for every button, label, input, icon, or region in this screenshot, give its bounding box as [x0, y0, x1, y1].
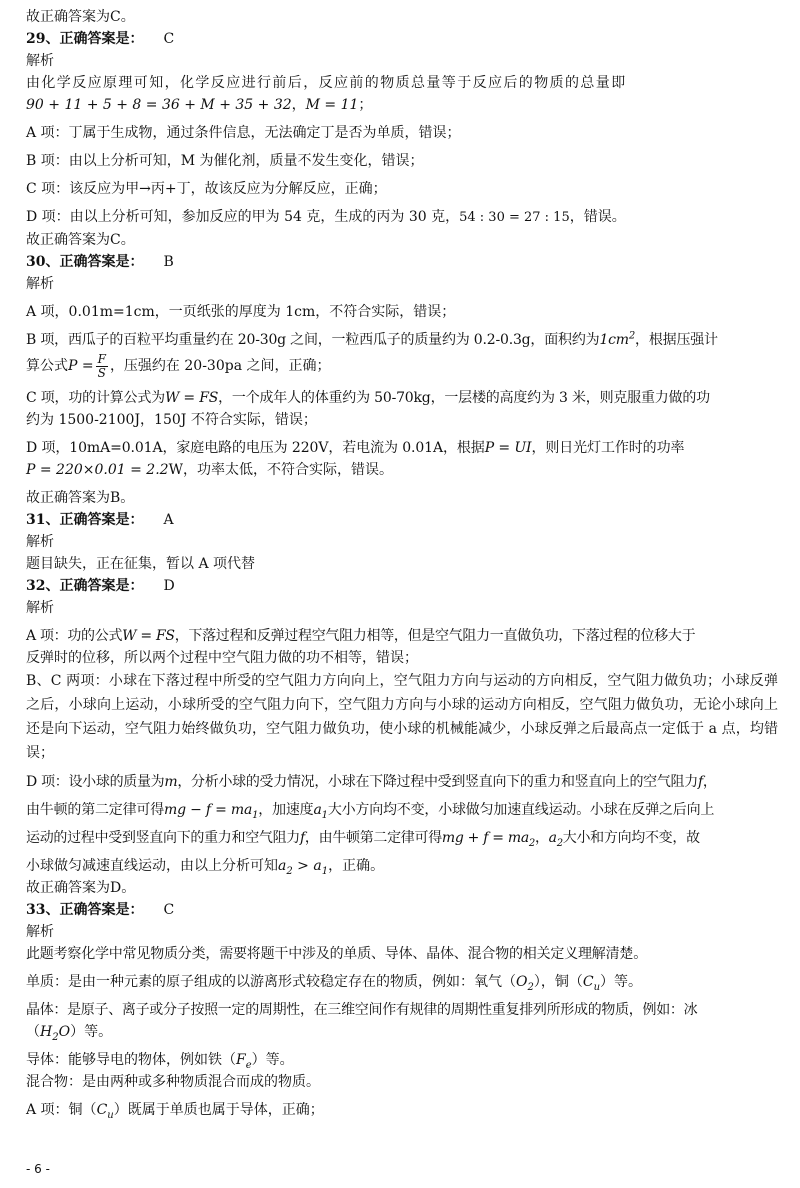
page-number: - 6 -: [26, 1162, 50, 1176]
q29-formula: 90 + 11 + 5 + 8 = 36 + M + 35 + 32: [26, 97, 292, 113]
q32-d-f2: f: [300, 830, 305, 846]
q31-head-label: 31、正确答案是：: [26, 512, 144, 528]
q32-jiexi: 解析: [26, 600, 54, 616]
q29-d-math: 54 : 30 = 27 : 15: [459, 210, 570, 225]
q32-d-eq1-text: mg − f = ma: [164, 802, 253, 818]
q32-answer: D: [163, 578, 175, 594]
q29-option-b: B 项：由以上分析可知，M 为催化剂，质量不发生变化，错误；: [26, 153, 424, 169]
q33-danzhi-post: ）等。: [600, 974, 643, 990]
q32-d-eq2-text: mg + f = ma: [441, 830, 529, 846]
q32-a-math: W = FS: [122, 628, 175, 644]
q32-d-a1-sub: 1: [321, 809, 328, 821]
q32-d-a1: [313, 802, 328, 821]
q30-b-math-base: 1cm: [599, 332, 629, 348]
q33-jingti-line2: [26, 1021, 778, 1043]
q32-d3: ，: [702, 774, 717, 790]
q29-head-label: 29、正确答案是：: [26, 31, 144, 47]
q32-d2: ，分析小球的受力情况，小球在下降过程中受到竖直向下的重力和竖直向上的空气阻力: [177, 774, 698, 790]
q32-conclusion: 故正确答案为D。: [26, 880, 136, 896]
q30-b-math-exp: 2: [628, 330, 636, 342]
q30-conclusion: 故正确答案为B。: [26, 490, 135, 506]
q33-answer: C: [163, 902, 175, 918]
q32-d-m: m: [164, 774, 178, 790]
q33-jiexi: 解析: [26, 924, 54, 940]
q32-option-bc: B、C 两项：小球在下落过程中所受的空气阻力方向向上，空气阻力方向与运动的方向相反，空气阻力做负功；小球反弹之后，小球向上运动，小球所受的空气阻力向下，空气阻力方向与小球的运动方向相反，空气阻力做负功，无论小球向上还是向下运动，空气阻力始终做负功，空气阻力做负功，使小球的机械能减少，小球反弹之后最高点一定低于 a 点，均错误；: [26, 673, 778, 761]
q30-b2-pre: 算公式: [26, 358, 68, 374]
q31-text: 题目缺失，正在征集，暂以 A 项代替: [26, 556, 256, 572]
q33-option-a: [26, 1099, 778, 1121]
q31-answer: A: [163, 512, 174, 528]
q32-option-d-line2: [26, 799, 778, 821]
q32-head-label: 32、正确答案是：: [26, 578, 144, 594]
q29-conclusion: 故正确答案为C。: [26, 232, 135, 248]
q29-option-c: C 项：该反应为甲→丙+丁，故该反应为分解反应，正确；: [26, 181, 387, 197]
q29-option-d: [26, 206, 778, 229]
q32-d-f: f: [697, 774, 703, 790]
q32-d-cmp-op: > a: [292, 858, 322, 874]
q30-option-b: [26, 329, 778, 351]
q32-option-d-line1: [26, 771, 778, 793]
q33-jingti-pre: （: [26, 1024, 40, 1040]
q30-option-b-line2: [26, 351, 778, 381]
q33-intro: 此题考察化学中常见物质分类，需要将题干中涉及的单质、导体、晶体、混合物的相关定义理解清楚。: [26, 946, 647, 962]
q29-d-post: ，错误。: [569, 209, 626, 225]
q29-header: [26, 28, 778, 50]
q29-d-pre: D 项：由以上分析可知，参加反应的甲为 54 克，生成的丙为 30 克，: [26, 209, 460, 225]
q29-formula2: M = 11: [305, 97, 359, 113]
q33-daoti-pre: 导体：能够导电的物体，例如铁（: [26, 1052, 236, 1068]
q32-d-a2-text: a: [548, 830, 557, 846]
q32-d-a2-sub: 2: [556, 837, 563, 849]
q33-danzhi-o: O: [516, 974, 528, 990]
q29-intro: 由化学反应原理可知，化学反应进行前后，反应前的物质总量等于反应后的物质的总量即: [26, 75, 627, 91]
q33-header: [26, 899, 778, 921]
q33-daoti-fe-e: e: [245, 1059, 252, 1071]
q33-jingti-line1: 晶体：是原子、离子或分子按照一定的周期性，在三维空间作有规律的周期性重复排列所形成的物质，例如：冰: [26, 1002, 698, 1018]
q30-answer: B: [163, 254, 174, 270]
q32-d-eq2: [441, 830, 535, 849]
q32-d7: 运动的过程中受到竖直向下的重力和空气阻力: [26, 830, 300, 846]
q33-a-cu-c: C: [96, 1102, 108, 1118]
q32-d5: ，加速度: [258, 802, 314, 818]
q32-d1: D 项：设小球的质量为: [26, 774, 165, 790]
q33-jingti-o: O: [58, 1024, 71, 1040]
q33-danzhi-pre: 单质：是由一种元素的原子组成的以游离形式较稳定存在的物质，例如：氧气（: [26, 974, 516, 990]
q33-a-cu: [96, 1102, 114, 1121]
q30-b2-fraction: [96, 353, 108, 380]
q32-option-d-line3: [26, 827, 778, 849]
q30-d-pre: D 项，10mA=0.01A，家庭电路的电压为 220V，若电流为 0.01A，根据: [26, 440, 485, 456]
q29-formula-line: [26, 94, 778, 116]
q29-answer: C: [163, 31, 175, 47]
q32-d8: ，由牛顿第二定律可得: [304, 830, 442, 846]
q30-b-post: ，根据压强计: [635, 332, 718, 348]
q30-b2-denominator: S: [97, 365, 106, 380]
q30-c-post: ，一个成年人的体重约为 50-70kg，一层楼的高度约为 3 米，则克服重力做的功: [218, 390, 710, 406]
q30-c-pre: C 项，功的计算公式为: [26, 390, 165, 406]
q32-d-eq1: [164, 802, 259, 821]
q30-option-d-line2: [26, 459, 778, 481]
q33-head-label: 33、正确答案是：: [26, 902, 144, 918]
q32-d-a2: [548, 830, 563, 849]
q29-formula-sep: ，: [291, 97, 306, 113]
q33-a-cu-u: u: [107, 1109, 114, 1121]
q30-b2-lhs: P =: [68, 358, 94, 374]
q33-a-post: ）既属于单质也属于导体，正确；: [113, 1102, 324, 1118]
q33-daoti-fe-f: F: [236, 1052, 246, 1068]
q33-daoti: [26, 1049, 778, 1071]
q30-option-d: [26, 437, 778, 459]
q32-d-cmp-a: a: [278, 858, 287, 874]
q29-jiexi: 解析: [26, 53, 54, 69]
q32-d-cmp: [278, 858, 329, 877]
q30-option-a: A 项，0.01m=1cm，一页纸张的厚度为 1cm，不符合实际，错误；: [26, 304, 456, 320]
q30-d2-math: P = 220×0.01 = 2.2: [26, 462, 169, 478]
q32-d-cmp-sub1: 1: [321, 865, 329, 877]
q30-jiexi: 解析: [26, 276, 54, 292]
q30-head-label: 30、正确答案是：: [26, 254, 144, 270]
q32-option-a: [26, 625, 778, 647]
q32-d-eq2-sub: 2: [528, 837, 535, 849]
q33-danzhi-cu: [582, 974, 601, 993]
q33-danzhi-cu-u: u: [593, 981, 601, 993]
q30-b2-post: ，压强约在 20-30pa 之间，正确；: [109, 358, 331, 374]
q31-jiexi: 解析: [26, 534, 54, 550]
q32-d4: 由牛顿的第二定律可得: [26, 802, 164, 818]
q33-danzhi-o2: [516, 974, 534, 993]
q33-a-pre: A 项：铜（: [26, 1102, 97, 1118]
q30-d2-post: W，功率太低，不符合实际，错误。: [168, 462, 393, 478]
q32-d11: 小球做匀减速直线运动，由以上分析可知: [26, 858, 278, 874]
q31-header: [26, 509, 778, 531]
document-page: [26, 6, 778, 1121]
q33-jingti-post: ）等。: [70, 1024, 113, 1040]
q33-danzhi-mid: ），铜（: [533, 974, 583, 990]
q30-header: [26, 251, 778, 273]
q32-a-post: ，下落过程和反弹过程空气阻力相等，但是空气阻力一直做负功，下落过程的位移大于: [174, 628, 696, 644]
q33-hunhe: 混合物：是由两种或多种物质混合而成的物质。: [26, 1074, 320, 1090]
q32-a-pre: A 项：功的公式: [26, 628, 123, 644]
q32-d12: ，正确。: [328, 858, 385, 874]
q32-header: [26, 575, 778, 597]
q33-jingti-h: H: [40, 1024, 53, 1040]
q33-daoti-fe: [236, 1052, 252, 1071]
q33-danzhi: [26, 971, 778, 993]
q29-formula-end: ；: [358, 97, 373, 113]
q33-danzhi-o-sub: 2: [527, 981, 534, 993]
q32-option-d-line4: [26, 855, 778, 877]
q30-b-pre: B 项，西瓜子的百粒平均重量约在 20-30g 之间，一粒西瓜子的质量约为 0.2-0.3g，面积约为: [26, 332, 600, 348]
q30-option-c: [26, 387, 778, 409]
q33-danzhi-cu-c: C: [582, 974, 594, 990]
q32-d6: 大小方向均不变，小球做匀加速直线运动。小球在反弹之后向上: [327, 802, 715, 818]
q30-d-math: P = UI: [484, 440, 532, 456]
q33-jingti-h-sub: 2: [52, 1031, 59, 1043]
q30-b2-numerator: F: [97, 351, 106, 366]
q32-d-cmp-sub2: 2: [286, 865, 293, 877]
q32-d10: 大小和方向均不变，故: [562, 830, 700, 846]
q29-option-a: A 项：丁属于生成物，通过条件信息，无法确定丁是否为单质，错误；: [26, 125, 461, 141]
q30-option-c-line2: 约为 1500-2100J，150J 不符合实际，错误；: [26, 412, 317, 428]
q30-b-math: [599, 332, 635, 348]
q33-jingti-h2o: [40, 1024, 71, 1043]
q30-d-post: ，则日光灯工作时的功率: [531, 440, 685, 456]
q30-c-math: W = FS: [164, 390, 219, 406]
q32-d9: ，: [534, 830, 549, 846]
q32-option-a-line2: 反弹时的位移，所以两个过程中空气阻力做的功不相等，错误；: [26, 650, 418, 666]
q32-d-eq1-sub: 1: [252, 809, 259, 821]
prev-conclusion: 故正确答案为C。: [26, 9, 135, 25]
q33-daoti-post: ）等。: [251, 1052, 294, 1068]
q32-d-a1-text: a: [313, 802, 322, 818]
